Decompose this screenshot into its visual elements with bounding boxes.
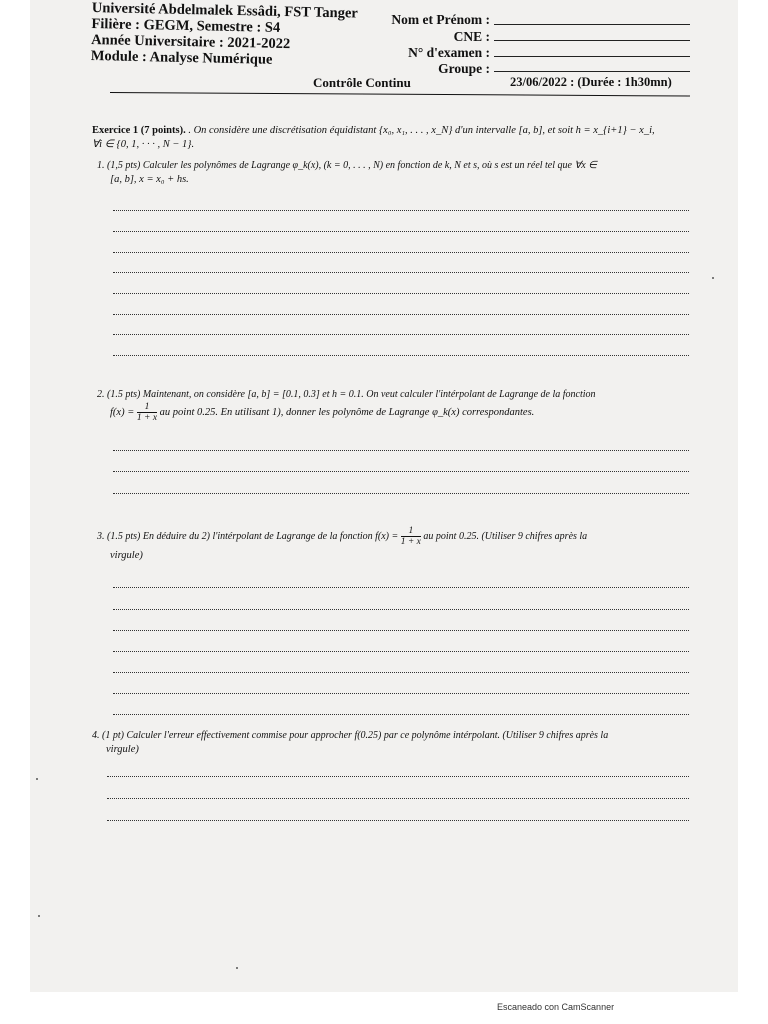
answer-line[interactable] xyxy=(113,231,689,232)
answer-line[interactable] xyxy=(113,314,689,315)
nom-field xyxy=(380,12,490,28)
q3-text-post: au point 0.25. (Utiliser 9 chifres après la xyxy=(423,530,588,542)
groupe-label: Groupe : xyxy=(438,61,490,76)
cne-label: CNE : xyxy=(453,29,490,44)
cne-line[interactable] xyxy=(494,40,690,41)
q2-fraction xyxy=(137,402,157,423)
answer-line[interactable] xyxy=(107,820,689,821)
answer-line[interactable] xyxy=(107,776,689,777)
q2-fx: f(x) = xyxy=(110,406,135,418)
answer-line[interactable] xyxy=(113,651,689,652)
q3-text-pre: 3. (1.5 pts) En déduire du 2) l'intérpolant de Lagrange de la fonction f(x) = xyxy=(97,530,399,542)
frac-numerator: 1 xyxy=(137,402,157,413)
q2-text-a: 2. (1.5 pts) Maintenant, on considère [a, b] = [0.1, 0.3] et h = 0.1. On veut calculer l'intérpolant de Lagrange de la fonction xyxy=(97,389,596,400)
answer-line[interactable] xyxy=(113,334,689,335)
answer-line[interactable] xyxy=(113,272,689,273)
q2-text-post: au point 0.25. En utilisant 1), donner les polynôme de Lagrange φ_k(x) correspondantes. xyxy=(159,406,535,418)
exercise-intro xyxy=(92,124,697,137)
examen-field xyxy=(380,45,490,61)
exercise-intro-a: . On considère une discrétisation équidistant {x₀, x₁, . . . , x_N} d'un intervalle [a, b], et soit h = x_{i+1} − x_i, xyxy=(188,125,655,136)
controle-title: Contrôle Continu xyxy=(313,75,411,90)
filiere-line: Filière : GEGM, Semestre : S4 xyxy=(91,15,281,36)
frac-numerator: 1 xyxy=(401,526,421,537)
nom-label: Nom et Prénom : xyxy=(391,12,490,27)
annee-line: Année Universitaire : 2021-2022 xyxy=(90,31,291,53)
answer-line[interactable] xyxy=(113,252,689,253)
q1-text-b: [a, b], x = x₀ + hs. xyxy=(110,174,189,185)
examen-line[interactable] xyxy=(494,56,690,57)
answer-line[interactable] xyxy=(113,609,689,610)
answer-line[interactable] xyxy=(113,672,689,673)
frac-denominator: 1 + x xyxy=(136,413,158,423)
scan-speck xyxy=(38,915,40,917)
scan-speck xyxy=(712,277,714,279)
answer-line[interactable] xyxy=(113,630,689,631)
answer-line[interactable] xyxy=(113,714,689,715)
q2-text-b xyxy=(110,402,534,423)
exam-date: 23/06/2022 : (Durée : 1h30mn) xyxy=(510,75,672,89)
q4-text-a: 4. (1 pt) Calculer l'erreur effectivement commise pour approcher f(0.25) par ce polynôme intérpolant. (Utiliser 9 chifres après la xyxy=(92,730,609,741)
answer-line[interactable] xyxy=(113,693,689,694)
answer-line[interactable] xyxy=(113,471,689,472)
answer-line[interactable] xyxy=(113,450,689,451)
module-line: Module : Analyse Numérique xyxy=(90,47,273,68)
nom-line[interactable] xyxy=(494,24,690,25)
exercise-title: Exercice 1 (7 points). xyxy=(92,125,186,136)
examen-label: N° d'examen : xyxy=(408,45,490,60)
exercise-intro-b: ∀i ∈ {0, 1, · · · , N − 1}. xyxy=(92,139,195,150)
q3-text-a xyxy=(97,526,587,547)
q1-text-a: 1. (1,5 pts) Calculer les polynômes de Lagrange φ_k(x), (k = 0, . . . , N) en fonction de k, N et s, où s est un réel tel que ∀x ∈ xyxy=(97,160,597,171)
q3-text-b: virgule) xyxy=(110,550,143,561)
scan-speck xyxy=(236,967,238,969)
answer-line[interactable] xyxy=(113,210,689,211)
answer-line[interactable] xyxy=(113,493,689,494)
answer-line[interactable] xyxy=(113,355,689,356)
answer-line[interactable] xyxy=(107,798,689,799)
scan-speck xyxy=(36,778,38,780)
scanner-footer: Escaneado con CamScanner xyxy=(497,1002,615,1012)
q4-text-b: virgule) xyxy=(106,744,139,755)
header-left xyxy=(91,0,358,70)
groupe-line[interactable] xyxy=(494,71,690,72)
frac-denominator: 1 + x xyxy=(400,537,421,547)
q3-fraction xyxy=(401,526,421,547)
university-line: Université Abdelmalek Essâdi, FST Tanger xyxy=(91,0,358,22)
cne-field xyxy=(380,29,490,45)
answer-line[interactable] xyxy=(113,293,689,294)
answer-line[interactable] xyxy=(113,587,689,588)
